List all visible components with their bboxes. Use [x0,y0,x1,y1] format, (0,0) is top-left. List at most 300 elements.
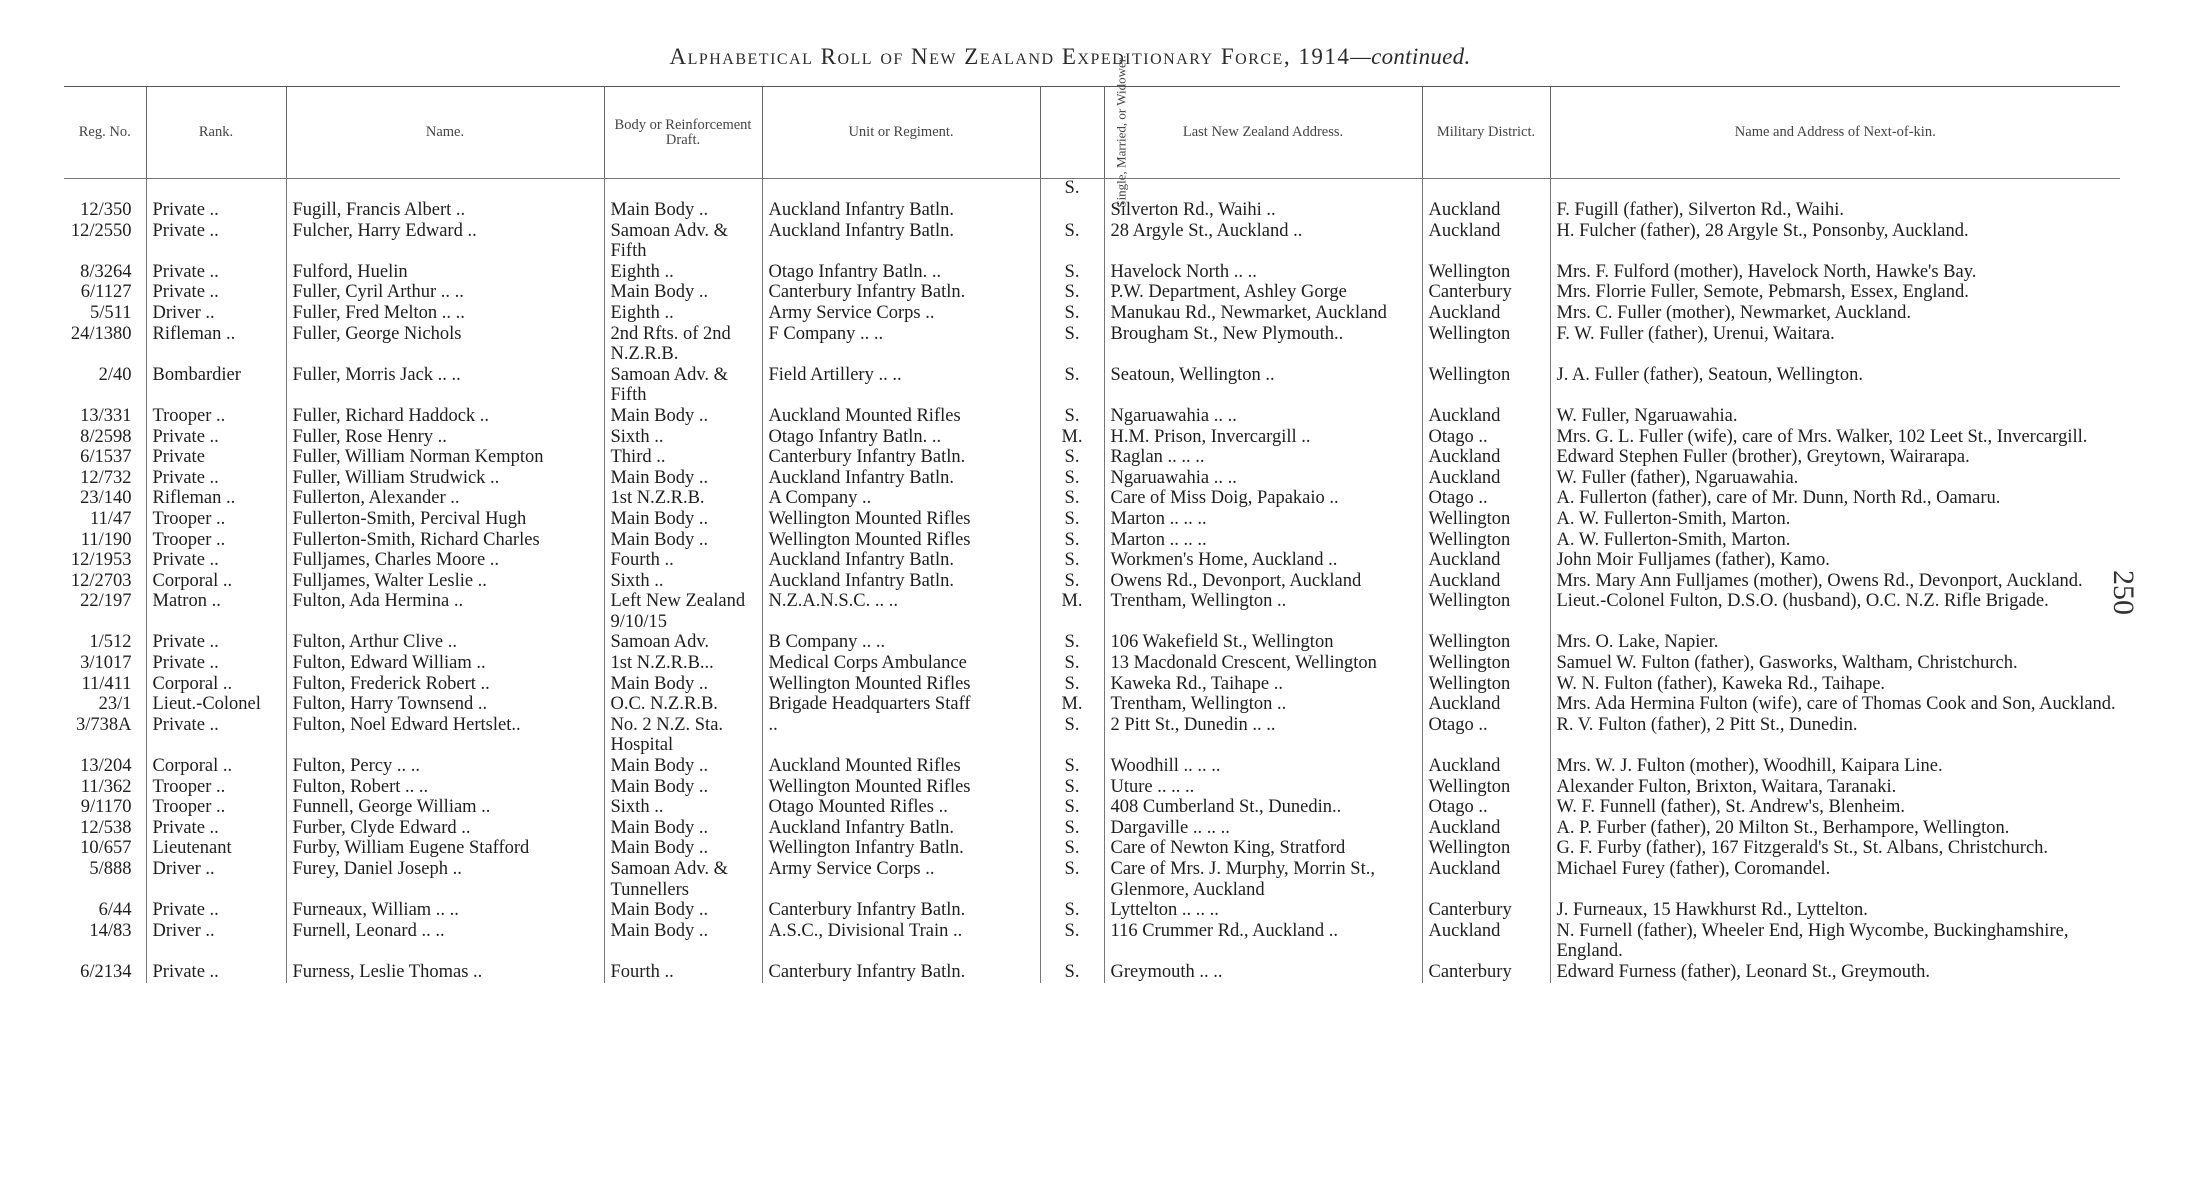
unit-cell: Auckland Infantry Batln. [762,178,1040,221]
reg-no-cell: 11/362 [80,776,132,797]
name-cell: Furey, Daniel Joseph .. [286,859,604,900]
col-header-marital-label: Single, Married, or Widower. [1113,55,1129,208]
district-cell: Wellington [1422,262,1550,283]
unit-cell: Auckland Infantry Batln. [762,468,1040,489]
body-draft-cell: Samoan Adv. [604,632,762,653]
district-cell: Otago .. [1422,488,1550,509]
marital-status-cell: S. [1040,838,1104,859]
address-cell: Trentham, Wellington .. [1104,694,1422,715]
address-cell: Marton .. .. .. [1104,509,1422,530]
rank-cell: Trooper .. [146,797,286,818]
address-cell: Workmen's Home, Auckland .. [1104,550,1422,571]
marital-status-cell: S. [1040,962,1104,983]
reg-no-cell: 6/1537 [80,447,132,468]
marital-status-cell: S. [1040,859,1104,900]
district-cell: Wellington [1422,653,1550,674]
body-draft-cell: Main Body .. [604,674,762,695]
marital-status-cell: S. [1040,221,1104,262]
marital-status-cell: S. [1040,509,1104,530]
marital-status-cell: S. [1040,447,1104,468]
next-of-kin-cell: G. F. Furby (father), 167 Fitzgerald's St., St. Albans, Christchurch. [1550,838,2120,859]
district-cell: Otago .. [1422,715,1550,756]
body-draft-cell: Sixth .. [604,571,762,592]
table-row [64,365,2120,406]
col-header-reg-no: Reg. No. [78,124,131,140]
address-cell: H.M. Prison, Invercargill .. [1104,427,1422,448]
next-of-kin-cell: Mrs. W. J. Fulton (mother), Woodhill, Kaipara Line. [1550,756,2120,777]
body-draft-cell: Eighth .. [604,262,762,283]
table-row [64,797,2120,818]
name-cell: Fullerton, Alexander .. [286,488,604,509]
name-cell: Fulton, Frederick Robert .. [286,674,604,695]
marital-status-cell: S. [1040,900,1104,921]
body-draft-cell: Main Body .. [604,509,762,530]
address-cell: Havelock North .. .. [1104,262,1422,283]
col-header-body-draft: Body or Reinforcement Draft. [604,87,762,178]
district-cell: Otago .. [1422,427,1550,448]
next-of-kin-cell: Mrs. O. Lake, Napier. [1550,632,2120,653]
district-cell: Auckland [1422,178,1550,221]
marital-status-cell: S. [1040,282,1104,303]
table-row [64,694,2120,715]
body-draft-cell: Main Body .. [604,530,762,551]
body-draft-cell: Eighth .. [604,303,762,324]
unit-cell: Auckland Mounted Rifles [762,406,1040,427]
district-cell: Auckland [1422,694,1550,715]
body-draft-cell: 1st N.Z.R.B. [604,488,762,509]
reg-no-cell: 11/411 [81,673,132,694]
table-row [64,303,2120,324]
marital-status-cell: S. [1040,674,1104,695]
body-draft-cell: Fourth .. [604,962,762,983]
rank-cell: Private .. [146,427,286,448]
name-cell: Fullerton-Smith, Percival Hugh [286,509,604,530]
table-row [64,550,2120,571]
next-of-kin-cell: A. W. Fullerton-Smith, Marton. [1550,530,2120,551]
rank-cell: Trooper .. [146,509,286,530]
table-row [64,488,2120,509]
table-row [64,427,2120,448]
unit-cell: Auckland Infantry Batln. [762,221,1040,262]
rank-cell: Driver .. [146,921,286,962]
rank-cell: Rifleman .. [146,488,286,509]
rank-cell: Private .. [146,178,286,221]
next-of-kin-cell: W. Fuller (father), Ngaruawahia. [1550,468,2120,489]
rank-cell: Matron .. [146,591,286,632]
district-cell: Auckland [1422,921,1550,962]
next-of-kin-cell: N. Furnell (father), Wheeler End, High Wycombe, Buckinghamshire, England. [1550,921,2120,962]
district-cell: Auckland [1422,550,1550,571]
unit-cell: F Company .. .. [762,324,1040,365]
address-cell: Care of Mrs. J. Murphy, Morrin St., Glenmore, Auckland [1104,859,1422,900]
unit-cell: Auckland Mounted Rifles [762,756,1040,777]
name-cell: Funnell, George William .. [286,797,604,818]
name-cell: Fulcher, Harry Edward .. [286,221,604,262]
district-cell: Auckland [1422,221,1550,262]
unit-cell: Canterbury Infantry Batln. [762,962,1040,983]
marital-status-cell: S. [1040,324,1104,365]
body-draft-cell: 1st N.Z.R.B... [604,653,762,674]
marital-status-cell: S. [1040,818,1104,839]
body-draft-cell: Main Body .. [604,406,762,427]
next-of-kin-cell: Mrs. G. L. Fuller (wife), care of Mrs. Walker, 102 Leet St., Invercargill. [1550,427,2120,448]
unit-cell: Auckland Infantry Batln. [762,818,1040,839]
table-row [64,756,2120,777]
marital-status-cell: S. [1040,262,1104,283]
marital-status-cell: S. [1040,365,1104,406]
district-cell: Wellington [1422,509,1550,530]
reg-no-cell: 6/2134 [80,961,132,982]
reg-no-cell: 23/140 [80,488,132,509]
reg-no-cell: 10/657 [80,838,132,859]
district-cell: Auckland [1422,859,1550,900]
district-cell: Wellington [1422,674,1550,695]
district-cell: Canterbury [1422,900,1550,921]
table-row [64,262,2120,283]
col-header-address: Last New Zealand Address. [1104,87,1422,178]
marital-status-cell: S. [1040,488,1104,509]
next-of-kin-cell: Edward Stephen Fuller (brother), Greytown, Wairarapa. [1550,447,2120,468]
body-draft-cell: Third .. [604,447,762,468]
table-row [64,221,2120,262]
reg-no-cell: 22/197 [80,591,132,612]
unit-cell: Otago Mounted Rifles .. [762,797,1040,818]
next-of-kin-cell: J. Furneaux, 15 Hawkhurst Rd., Lyttelton. [1550,900,2120,921]
table-row [64,859,2120,900]
next-of-kin-cell: W. N. Fulton (father), Kaweka Rd., Taihape. [1550,674,2120,695]
reg-no-cell: 3/738A [76,714,132,735]
reg-no-cell: 12/538 [80,817,132,838]
body-draft-cell: No. 2 N.Z. Sta. Hospital [604,715,762,756]
address-cell: 2 Pitt St., Dunedin .. .. [1104,715,1422,756]
table-row [64,591,2120,632]
address-cell: Ngaruawahia .. .. [1104,406,1422,427]
body-draft-cell: Sixth .. [604,797,762,818]
unit-cell: Auckland Infantry Batln. [762,571,1040,592]
unit-cell: Field Artillery .. .. [762,365,1040,406]
body-draft-cell: O.C. N.Z.R.B. [604,694,762,715]
marital-status-cell: S. [1040,178,1104,221]
body-draft-cell: Main Body .. [604,468,762,489]
name-cell: Fuller, Fred Melton .. .. [286,303,604,324]
name-cell: Fulljames, Charles Moore .. [286,550,604,571]
body-draft-cell: Main Body .. [604,178,762,221]
unit-cell: Wellington Mounted Rifles [762,674,1040,695]
unit-cell: Wellington Mounted Rifles [762,530,1040,551]
rank-cell: Private .. [146,550,286,571]
district-cell: Auckland [1422,571,1550,592]
district-cell: Wellington [1422,632,1550,653]
name-cell: Fulton, Percy .. .. [286,756,604,777]
unit-cell: Canterbury Infantry Batln. [762,282,1040,303]
unit-cell: Wellington Infantry Batln. [762,838,1040,859]
unit-cell: Wellington Mounted Rifles [762,777,1040,798]
next-of-kin-cell: Michael Furey (father), Coromandel. [1550,859,2120,900]
unit-cell: Canterbury Infantry Batln. [762,447,1040,468]
col-header-district: Military District. [1422,87,1550,178]
district-cell: Wellington [1422,777,1550,798]
next-of-kin-cell: Edward Furness (father), Leonard St., Greymouth. [1550,962,2120,983]
next-of-kin-cell: R. V. Fulton (father), 2 Pitt St., Dunedin. [1550,715,2120,756]
district-cell: Wellington [1422,324,1550,365]
body-draft-cell: Samoan Adv. & Fifth [604,221,762,262]
marital-status-cell: S. [1040,550,1104,571]
next-of-kin-cell: F. W. Fuller (father), Urenui, Waitara. [1550,324,2120,365]
district-cell: Wellington [1422,838,1550,859]
address-cell: 116 Crummer Rd., Auckland .. [1104,921,1422,962]
district-cell: Canterbury [1422,962,1550,983]
name-cell: Fulford, Huelin [286,262,604,283]
page-title [0,44,2140,70]
address-cell: Marton .. .. .. [1104,530,1422,551]
district-cell: Wellington [1422,365,1550,406]
marital-status-cell: S. [1040,468,1104,489]
rank-cell: Lieutenant [146,838,286,859]
marital-status-cell: S. [1040,632,1104,653]
table-row [64,838,2120,859]
rank-cell: Corporal .. [146,571,286,592]
body-draft-cell: Main Body .. [604,818,762,839]
address-cell: Care of Miss Doig, Papakaio .. [1104,488,1422,509]
reg-no-cell: 9/1170 [80,797,132,818]
rank-cell: Private .. [146,962,286,983]
roll-table-body [64,178,2120,983]
name-cell: Fulton, Arthur Clive .. [286,632,604,653]
next-of-kin-cell: Samuel W. Fulton (father), Gasworks, Waltham, Christchurch. [1550,653,2120,674]
body-draft-cell: 2nd Rfts. of 2nd N.Z.R.B. [604,324,762,365]
marital-status-cell: M. [1040,694,1104,715]
next-of-kin-cell: W. F. Funnell (father), St. Andrew's, Blenheim. [1550,797,2120,818]
address-cell: Manukau Rd., Newmarket, Auckland [1104,303,1422,324]
unit-cell: Wellington Mounted Rifles [762,509,1040,530]
marital-status-cell: M. [1040,591,1104,632]
name-cell: Fuller, Rose Henry .. [286,427,604,448]
rank-cell: Trooper .. [146,777,286,798]
body-draft-cell: Left New Zealand 9/10/15 [604,591,762,632]
unit-cell: B Company .. .. [762,632,1040,653]
district-cell: Auckland [1422,468,1550,489]
table-row [64,777,2120,798]
reg-no-cell: 8/2598 [80,426,132,447]
table-row [64,962,2120,983]
page-title-continued: —continued. [1350,44,1471,69]
unit-cell: Army Service Corps .. [762,859,1040,900]
table-row [64,715,2120,756]
reg-no-cell: 11/47 [90,508,132,529]
col-header-name: Name. [286,87,604,178]
name-cell: Fulljames, Walter Leslie .. [286,571,604,592]
rank-cell: Private .. [146,632,286,653]
table-row [64,468,2120,489]
body-draft-cell: Fourth .. [604,550,762,571]
next-of-kin-cell: A. Fullerton (father), care of Mr. Dunn, North Rd., Oamaru. [1550,488,2120,509]
rank-cell: Lieut.-Colonel [146,694,286,715]
address-cell: Kaweka Rd., Taihape .. [1104,674,1422,695]
table-row [64,571,2120,592]
table-row [64,530,2120,551]
marital-status-cell: S. [1040,571,1104,592]
table-row [64,818,2120,839]
table-row [64,282,2120,303]
address-cell: Raglan .. .. .. [1104,447,1422,468]
name-cell: Fulton, Harry Townsend .. [286,694,604,715]
address-cell: Silverton Rd., Waihi .. [1104,178,1422,221]
next-of-kin-cell: Mrs. Mary Ann Fulljames (mother), Owens Rd., Devonport, Auckland. [1550,571,2120,592]
address-cell: Ngaruawahia .. .. [1104,468,1422,489]
table-row [64,324,2120,365]
rank-cell: Private .. [146,900,286,921]
body-draft-cell: Main Body .. [604,777,762,798]
name-cell: Fulton, Ada Hermina .. [286,591,604,632]
next-of-kin-cell: Alexander Fulton, Brixton, Waitara, Taranaki. [1550,777,2120,798]
address-cell: Lyttelton .. .. .. [1104,900,1422,921]
marital-status-cell: S. [1040,756,1104,777]
body-draft-cell: Samoan Adv. & Fifth [604,365,762,406]
rank-cell: Private .. [146,715,286,756]
name-cell: Fulton, Robert .. .. [286,777,604,798]
marital-status-cell: S. [1040,921,1104,962]
address-cell: Greymouth .. .. [1104,962,1422,983]
district-cell: Auckland [1422,818,1550,839]
address-cell: 28 Argyle St., Auckland .. [1104,221,1422,262]
marital-status-cell: S. [1040,797,1104,818]
body-draft-cell: Samoan Adv. & Tunnellers [604,859,762,900]
marital-status-cell: S. [1040,653,1104,674]
address-cell: Uture .. .. .. [1104,777,1422,798]
unit-cell: Medical Corps Ambulance [762,653,1040,674]
unit-cell: A Company .. [762,488,1040,509]
address-cell: 408 Cumberland St., Dunedin.. [1104,797,1422,818]
rank-cell: Trooper .. [146,530,286,551]
next-of-kin-cell: Mrs. C. Fuller (mother), Newmarket, Auckland. [1550,303,2120,324]
table-row [64,632,2120,653]
col-header-next-of-kin: Name and Address of Next-of-kin. [1550,87,2120,178]
address-cell: Trentham, Wellington .. [1104,591,1422,632]
rank-cell: Bombardier [146,365,286,406]
next-of-kin-cell: J. A. Fuller (father), Seatoun, Wellington. [1550,365,2120,406]
name-cell: Fugill, Francis Albert .. [286,178,604,221]
reg-no-cell: 23/1 [98,694,132,715]
rank-cell: Corporal .. [146,674,286,695]
table-row [64,900,2120,921]
reg-no-cell: 5/511 [90,302,132,323]
rank-cell: Private [146,447,286,468]
reg-no-cell: 12/732 [80,467,132,488]
district-cell: Wellington [1422,591,1550,632]
unit-cell: N.Z.A.N.S.C. .. .. [762,591,1040,632]
reg-no-cell: 24/1380 [70,323,132,344]
district-cell: Auckland [1422,303,1550,324]
address-cell: 13 Macdonald Crescent, Wellington [1104,653,1422,674]
unit-cell: .. [762,715,1040,756]
table-row [64,178,2120,221]
address-cell: Dargaville .. .. .. [1104,818,1422,839]
next-of-kin-cell: Mrs. F. Fulford (mother), Havelock North, Hawke's Bay. [1550,262,2120,283]
rank-cell: Driver .. [146,303,286,324]
name-cell: Fuller, Richard Haddock .. [286,406,604,427]
address-cell: P.W. Department, Ashley Gorge [1104,282,1422,303]
body-draft-cell: Sixth .. [604,427,762,448]
name-cell: Fulton, Edward William .. [286,653,604,674]
table-row [64,674,2120,695]
next-of-kin-cell: A. W. Fullerton-Smith, Marton. [1550,509,2120,530]
reg-no-cell: 12/1953 [70,550,132,571]
name-cell: Fulton, Noel Edward Hertslet.. [286,715,604,756]
district-cell: Auckland [1422,406,1550,427]
rank-cell: Private .. [146,262,286,283]
unit-cell: Auckland Infantry Batln. [762,550,1040,571]
address-cell: Woodhill .. .. .. [1104,756,1422,777]
rank-cell: Rifleman .. [146,324,286,365]
unit-cell: Brigade Headquarters Staff [762,694,1040,715]
next-of-kin-cell: W. Fuller, Ngaruawahia. [1550,406,2120,427]
body-draft-cell: Main Body .. [604,900,762,921]
table-row [64,921,2120,962]
name-cell: Furby, William Eugene Stafford [286,838,604,859]
name-cell: Fullerton-Smith, Richard Charles [286,530,604,551]
table-row [64,447,2120,468]
reg-no-cell: 8/3264 [80,261,132,282]
marital-status-cell: S. [1040,715,1104,756]
col-header-rank: Rank. [146,87,286,178]
reg-no-cell: 3/1017 [80,653,132,674]
reg-no-cell: 2/40 [98,364,132,385]
marital-status-cell: S. [1040,406,1104,427]
table-row [64,406,2120,427]
next-of-kin-cell: Mrs. Ada Hermina Fulton (wife), care of Thomas Cook and Son, Auckland. [1550,694,2120,715]
reg-no-cell: 14/83 [89,920,132,941]
marital-status-cell: S. [1040,303,1104,324]
name-cell: Furber, Clyde Edward .. [286,818,604,839]
unit-cell: A.S.C., Divisional Train .. [762,921,1040,962]
name-cell: Fuller, George Nichols [286,324,604,365]
next-of-kin-cell: Mrs. Florrie Fuller, Semote, Pebmarsh, Essex, England. [1550,282,2120,303]
page-number: 250 [2107,570,2140,615]
page-title-text: Alphabetical Roll of New Zealand Expeditionary Force, 1914 [669,44,1351,69]
body-draft-cell: Main Body .. [604,756,762,777]
district-cell: Auckland [1422,756,1550,777]
name-cell: Furneaux, William .. .. [286,900,604,921]
name-cell: Fuller, William Norman Kempton [286,447,604,468]
district-cell: Canterbury [1422,282,1550,303]
marital-status-cell: S. [1040,777,1104,798]
unit-cell: Army Service Corps .. [762,303,1040,324]
address-cell: Brougham St., New Plymouth.. [1104,324,1422,365]
reg-no-cell: 13/204 [80,756,132,777]
name-cell: Furness, Leslie Thomas .. [286,962,604,983]
rank-cell: Private .. [146,653,286,674]
reg-no-cell: 1/512 [89,632,132,653]
table-row [64,509,2120,530]
unit-cell: Otago Infantry Batln. .. [762,427,1040,448]
next-of-kin-cell: Lieut.-Colonel Fulton, D.S.O. (husband), O.C. N.Z. Rifle Brigade. [1550,591,2120,632]
rank-cell: Trooper .. [146,406,286,427]
address-cell: 106 Wakefield St., Wellington [1104,632,1422,653]
body-draft-cell: Main Body .. [604,282,762,303]
next-of-kin-cell: John Moir Fulljames (father), Kamo. [1550,550,2120,571]
reg-no-cell: 5/888 [89,859,132,879]
body-draft-cell: Main Body .. [604,838,762,859]
address-cell: Seatoun, Wellington .. [1104,365,1422,406]
reg-no-cell: 6/44 [98,900,132,921]
rank-cell: Private .. [146,818,286,839]
unit-cell: Otago Infantry Batln. .. [762,262,1040,283]
reg-no-cell: 13/331 [80,405,132,426]
next-of-kin-cell: F. Fugill (father), Silverton Rd., Waihi. [1550,178,2120,221]
reg-no-cell: 6/1127 [80,282,132,303]
district-cell: Otago .. [1422,797,1550,818]
name-cell: Fuller, William Strudwick .. [286,468,604,489]
